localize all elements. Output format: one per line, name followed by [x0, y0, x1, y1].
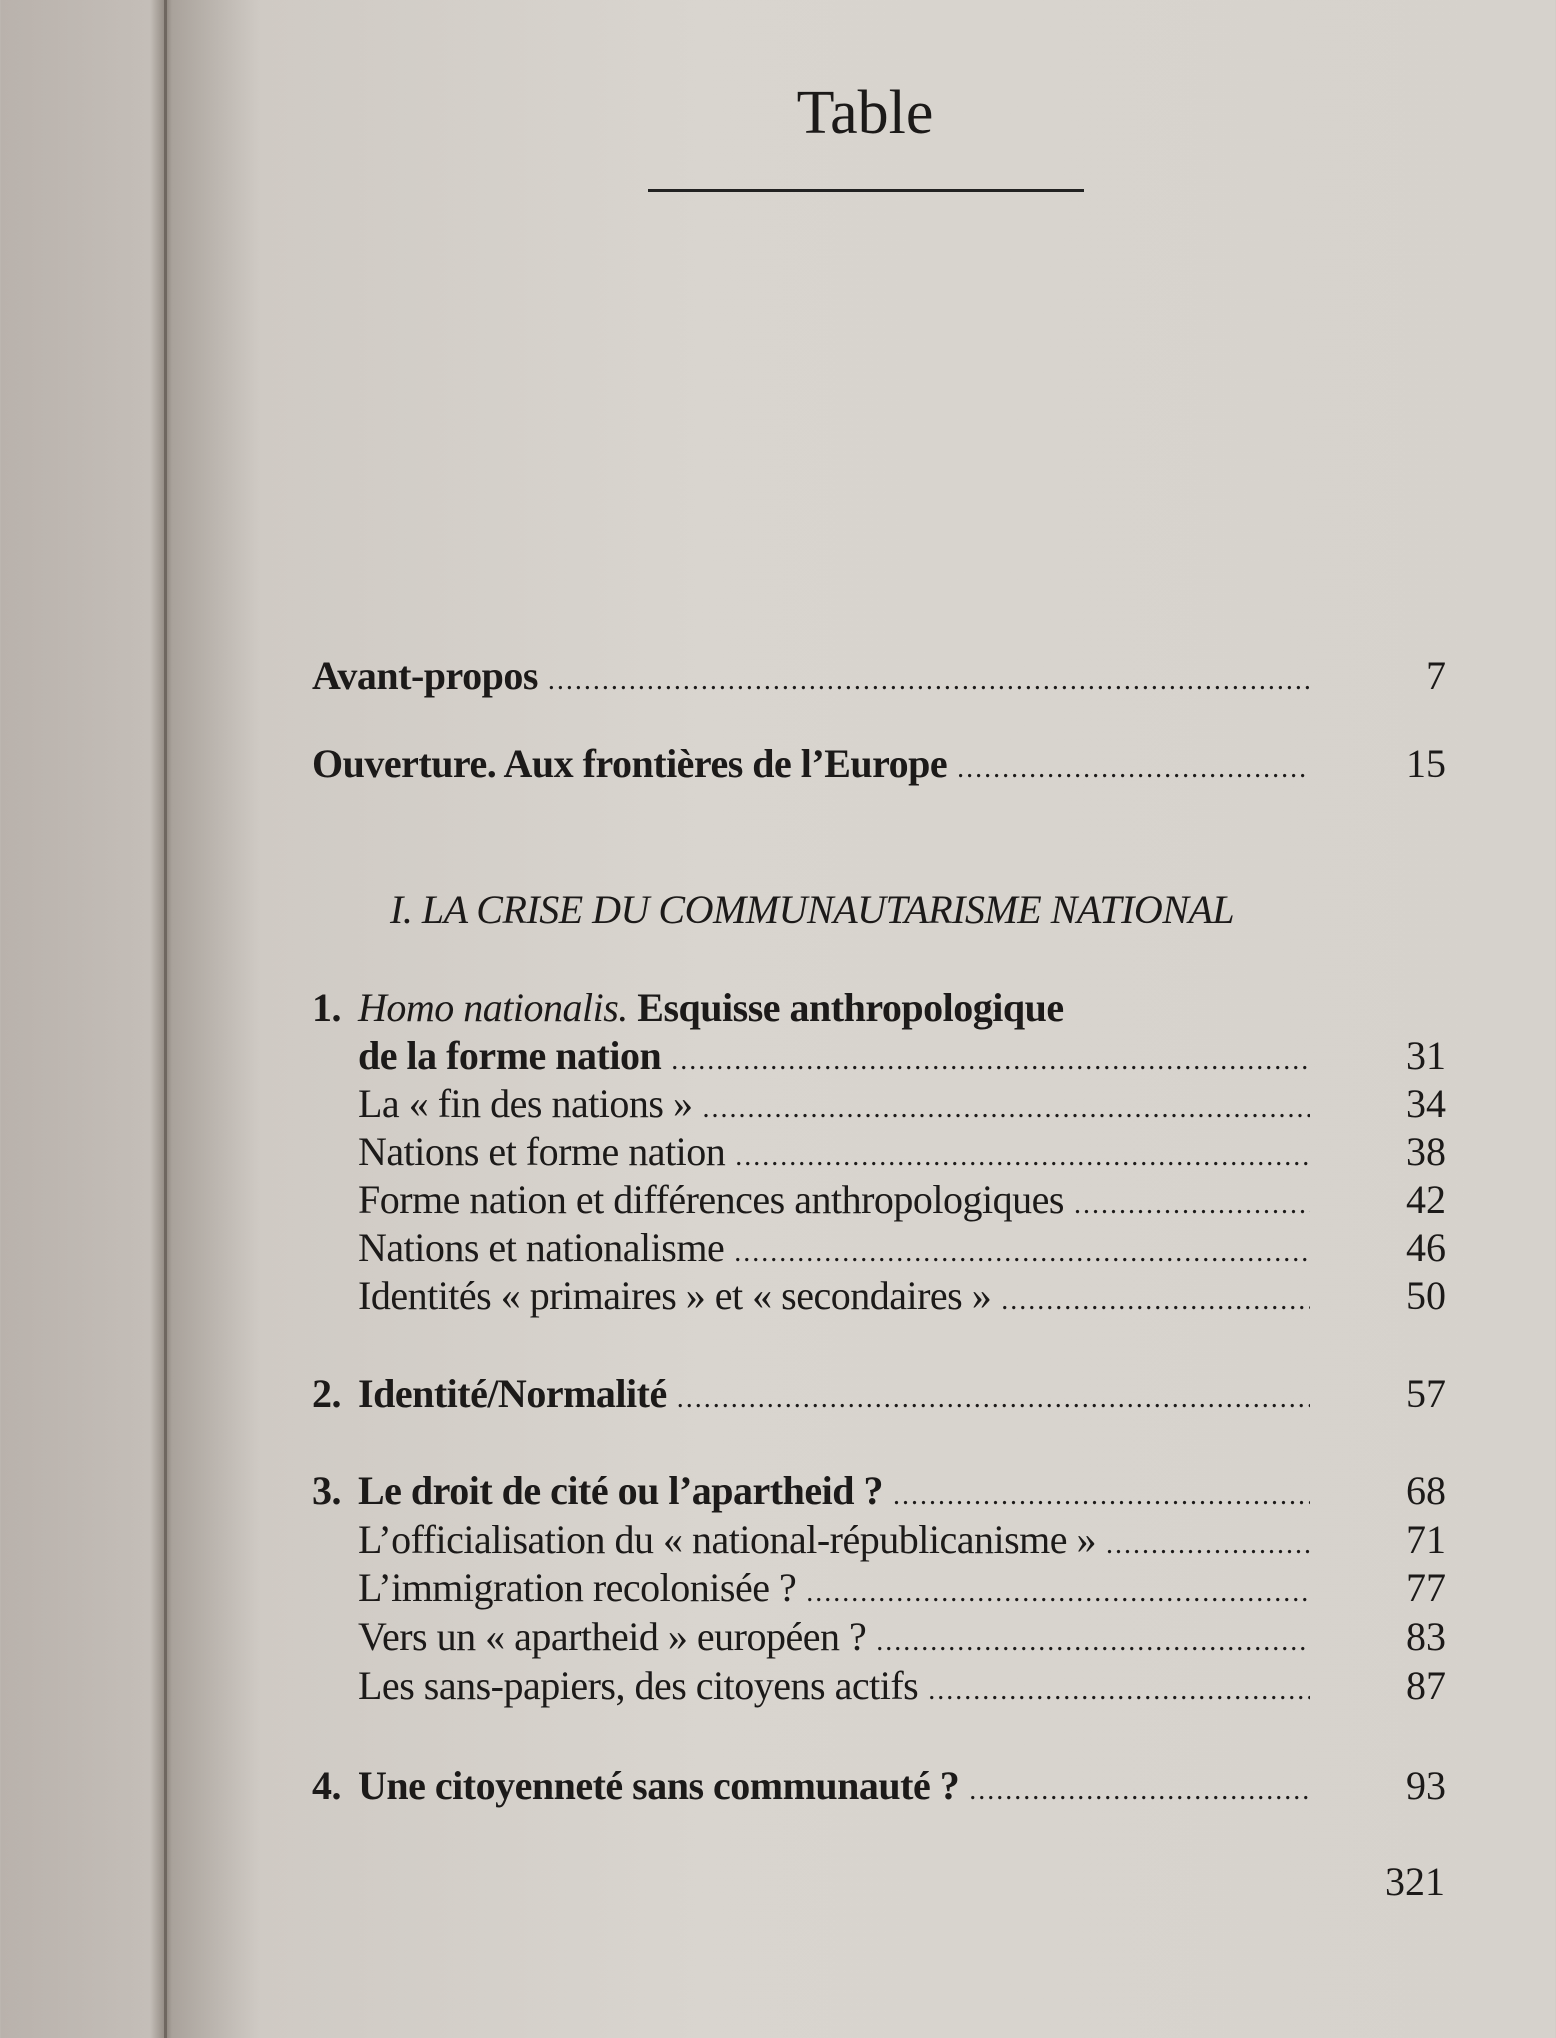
- entry-page: 31: [1406, 1033, 1446, 1078]
- entry-page: 38: [1406, 1129, 1446, 1174]
- dot-leader: [1106, 1521, 1310, 1569]
- entry-label: Vers un « apartheid » européen ?: [358, 1614, 867, 1659]
- toc-subentry: [358, 1128, 1446, 1181]
- entry-label: Nations et nationalisme: [358, 1225, 725, 1270]
- toc-subentry: [358, 1080, 1446, 1133]
- chapter-1-line2: [358, 1032, 1446, 1085]
- entry-page: 42: [1406, 1177, 1446, 1222]
- entry-page: 71: [1406, 1517, 1446, 1562]
- entry-page: 77: [1406, 1565, 1446, 1610]
- dot-leader: [548, 657, 1310, 705]
- entry-page: 50: [1406, 1273, 1446, 1318]
- chapter-title: Une citoyenneté sans communauté ?: [358, 1763, 960, 1808]
- dot-leader: [671, 1037, 1310, 1085]
- dot-leader: [1001, 1277, 1310, 1325]
- dot-leader: [806, 1569, 1310, 1617]
- dot-leader: [957, 745, 1310, 793]
- chapter-title: Le droit de cité ou l’apartheid ?: [358, 1468, 883, 1513]
- entry-label: L’immigration recolonisée ?: [358, 1565, 797, 1610]
- page-title: Table: [796, 79, 934, 147]
- toc-subentry: [358, 1516, 1446, 1569]
- toc-entry-avant-propos: [312, 652, 1446, 705]
- entry-page: 46: [1406, 1225, 1446, 1270]
- chapter-title: Esquisse anthropologique: [627, 985, 1064, 1030]
- entry-page: 83: [1406, 1614, 1446, 1659]
- chapter-title-italic: Homo nationalis.: [358, 985, 628, 1030]
- chapter-title-line2: de la forme nation: [358, 1033, 662, 1078]
- chapter-number: 2.: [312, 1371, 341, 1416]
- dot-leader: [1074, 1181, 1310, 1229]
- entry-label: Forme nation et différences anthropologiques: [358, 1177, 1064, 1222]
- entry-label: L’officialisation du « national-républicanisme »: [358, 1517, 1097, 1562]
- dot-leader: [876, 1618, 1310, 1666]
- entry-label: Nations et forme nation: [358, 1129, 726, 1174]
- entry-page: 93: [1406, 1763, 1446, 1808]
- chapter-number: 4.: [312, 1763, 341, 1808]
- entry-label: Ouverture. Aux frontières de l’Europe: [312, 741, 948, 786]
- chapter-title: Identité/Normalité: [358, 1371, 667, 1416]
- entry-label: La « fin des nations »: [358, 1081, 693, 1126]
- dot-leader: [893, 1472, 1310, 1520]
- dot-leader: [734, 1229, 1310, 1277]
- entry-page: 68: [1406, 1468, 1446, 1513]
- toc-subentry: [358, 1564, 1446, 1617]
- toc-entry-ouverture: [312, 740, 1446, 793]
- dot-leader: [928, 1667, 1310, 1715]
- dot-leader: [703, 1085, 1311, 1133]
- entry-label: Avant-propos: [312, 653, 538, 698]
- chapter-number: 1.: [312, 985, 341, 1030]
- chapter-4: [312, 1762, 1446, 1815]
- entry-label: Identités « primaires » et « secondaires »: [358, 1273, 992, 1318]
- chapter-number: 3.: [312, 1468, 341, 1513]
- title-rule: [648, 189, 1084, 192]
- dot-leader: [969, 1767, 1310, 1815]
- toc-subentry: [358, 1224, 1446, 1277]
- entry-page: 7: [1426, 653, 1446, 698]
- part-heading: I. LA CRISE DU COMMUNAUTARISME NATIONAL: [390, 887, 1235, 932]
- page-number: 321: [1385, 1859, 1445, 1904]
- dot-leader: [677, 1375, 1310, 1423]
- chapter-3: [312, 1467, 1446, 1520]
- entry-page: 87: [1406, 1663, 1446, 1708]
- chapter-2: [312, 1370, 1446, 1423]
- dot-leader: [735, 1133, 1310, 1181]
- book-gutter: [164, 0, 167, 2038]
- toc-subentry: [358, 1662, 1446, 1715]
- chapter-1-title: [312, 984, 1446, 1032]
- entry-label: Les sans-papiers, des citoyens actifs: [358, 1663, 919, 1708]
- toc-subentry: [358, 1272, 1446, 1325]
- entry-page: 34: [1406, 1081, 1446, 1126]
- entry-page: 15: [1406, 741, 1446, 786]
- entry-page: 57: [1406, 1371, 1446, 1416]
- toc-subentry: [358, 1613, 1446, 1666]
- toc-subentry: [358, 1176, 1446, 1229]
